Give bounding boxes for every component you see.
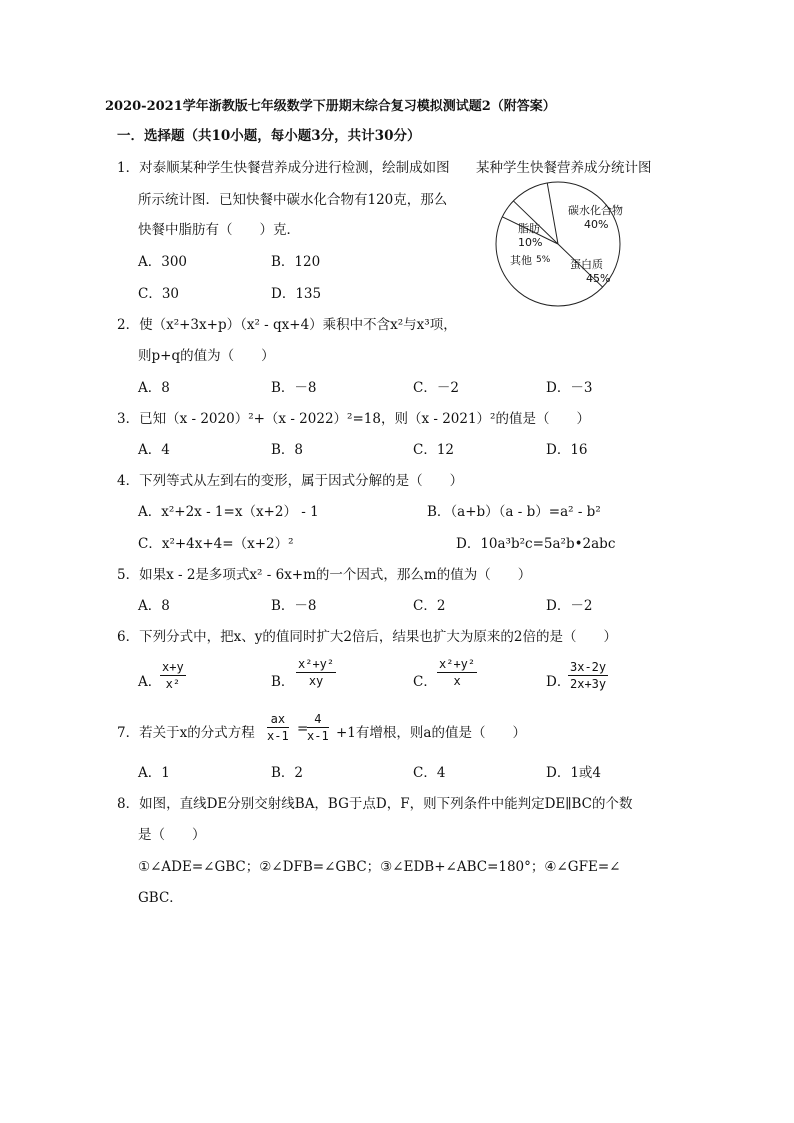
q6-label-a: A．	[138, 674, 162, 690]
q6-fraction-b-denominator: xy	[308, 674, 324, 688]
pie-value-0: 40%	[584, 218, 609, 231]
q6-label-c: C．	[413, 674, 437, 690]
pie-value-1: 45%	[586, 272, 611, 285]
q3-option-a: A．4	[138, 442, 170, 458]
q7-option-d: D．1或4	[546, 765, 602, 781]
q1-option-a: A．300	[138, 254, 188, 270]
q6-label-d: D．	[546, 674, 571, 690]
section-heading: 一．选择题（共10小题，每小题3分，共计30分）	[117, 128, 421, 144]
q7-fraction-2-numerator: 4	[307, 712, 329, 728]
q3-option-b: B．8	[271, 442, 304, 458]
q2-line1: 2．使（x²+3x+p）（x² - qx+4）乘积中不含x²与x³项，	[117, 317, 457, 333]
q8-line2: 是（ ）	[138, 827, 206, 843]
q5-option-a: A．8	[138, 598, 170, 614]
q6-fraction-c	[437, 657, 477, 688]
q5-option-c: C．2	[413, 598, 446, 614]
q6-fraction-b	[296, 657, 336, 688]
q8-line4: GBC．	[138, 890, 183, 906]
q7-equals: =	[297, 721, 309, 737]
q6-fraction-d-numerator: 3x-2y	[570, 660, 607, 674]
q6-fraction-c-denominator: x	[453, 674, 461, 688]
q1-line2: 所示统计图．已知快餐中碳水化合物有120克，那么	[138, 192, 448, 208]
q4-line1: 4．下列等式从左到右的变形，属于因式分解的是（ ）	[117, 473, 464, 489]
q5-option-d: D．－2	[546, 598, 593, 614]
pie-label-2: 其他	[510, 254, 532, 267]
q7-fraction-1-denominator: x-1	[267, 729, 289, 743]
q7-option-b: B．2	[271, 765, 304, 781]
pie-label-1: 蛋白质	[570, 258, 603, 271]
q7-fraction-1-numerator: ax	[267, 712, 289, 728]
pie-label-0: 碳水化合物	[568, 204, 623, 217]
q2-option-c: C．－2	[413, 380, 459, 396]
q6-fraction-a-numerator: x+y	[162, 660, 184, 674]
q7-option-a: A．1	[138, 765, 170, 781]
q4-option-b: B．（a+b）（a - b）=a² - b²	[427, 504, 601, 520]
q7-fraction-1	[267, 712, 289, 743]
q6-line1: 6．下列分式中，把x、y的值同时扩大2倍后，结果也扩大为原来的2倍的是（ ）	[117, 629, 618, 645]
q8-line3: ①∠ADE=∠GBC；②∠DFB=∠GBC；③∠EDB+∠ABC=180°；④∠GFE=∠	[138, 859, 621, 875]
q1-option-c: C．30	[138, 286, 180, 302]
q5-option-b: B．－8	[271, 598, 317, 614]
q3-option-c: C．12	[413, 442, 455, 458]
q6-fraction-a	[160, 660, 186, 691]
pie-value-3: 10%	[518, 236, 543, 249]
q4-option-a: A．x²+2x - 1=x（x+2） - 1	[138, 504, 319, 520]
q4-option-d: D．10a³b²c=5a²b•2abc	[456, 536, 616, 552]
q7-fraction-2	[307, 712, 329, 743]
q5-line1: 5．如果x - 2是多项式x² - 6x+m的一个因式，那么m的值为（ ）	[117, 567, 532, 583]
q6-fraction-d-denominator: 2x+3y	[570, 677, 607, 691]
q7-suffix: +1有增根，则a的值是（ ）	[336, 725, 526, 741]
q1-line1: 1．对泰顺某种学生快餐营养成分进行检测，绘制成如图	[117, 160, 450, 176]
chart-title: 某种学生快餐营养成分统计图	[476, 160, 652, 176]
q6-fraction-b-numerator: x²+y²	[298, 657, 335, 671]
q6-fraction-d	[568, 660, 608, 691]
pie-label-3: 脂肪	[518, 222, 540, 235]
q1-option-d: D．135	[271, 286, 322, 302]
q2-option-a: A．8	[138, 380, 170, 396]
q4-option-c: C．x²+4x+4=（x+2）²	[138, 536, 294, 552]
q3-option-d: D．16	[546, 442, 588, 458]
q7-option-c: C．4	[413, 765, 446, 781]
q1-line3: 快餐中脂肪有（ ）克．	[138, 222, 300, 238]
pie-chart	[490, 180, 630, 310]
q8-line1: 8．如图，直线DE分别交射线BA，BG于点D，F，则下列条件中能判定DE∥BC的个数	[117, 796, 633, 812]
q7-prefix: 7．若关于x的分式方程	[117, 725, 255, 741]
q3-line1: 3．已知（x - 2020）²+（x - 2022）²=18，则（x - 2021）²的值是（ ）	[117, 411, 590, 427]
q6-label-b: B．	[271, 674, 295, 690]
q6-fraction-a-denominator: x²	[165, 677, 181, 691]
pie-value-2: 5%	[536, 255, 551, 265]
q2-option-d: D．－3	[546, 380, 593, 396]
page-title: 2020-2021学年浙教版七年级数学下册期末综合复习模拟测试题2（附答案）	[105, 99, 556, 114]
q6-fraction-c-numerator: x²+y²	[439, 657, 476, 671]
q2-line2: 则p+q的值为（ ）	[138, 348, 275, 364]
q7-fraction-2-denominator: x-1	[307, 729, 329, 743]
q1-option-b: B．120	[271, 254, 321, 270]
q2-option-b: B．－8	[271, 380, 317, 396]
